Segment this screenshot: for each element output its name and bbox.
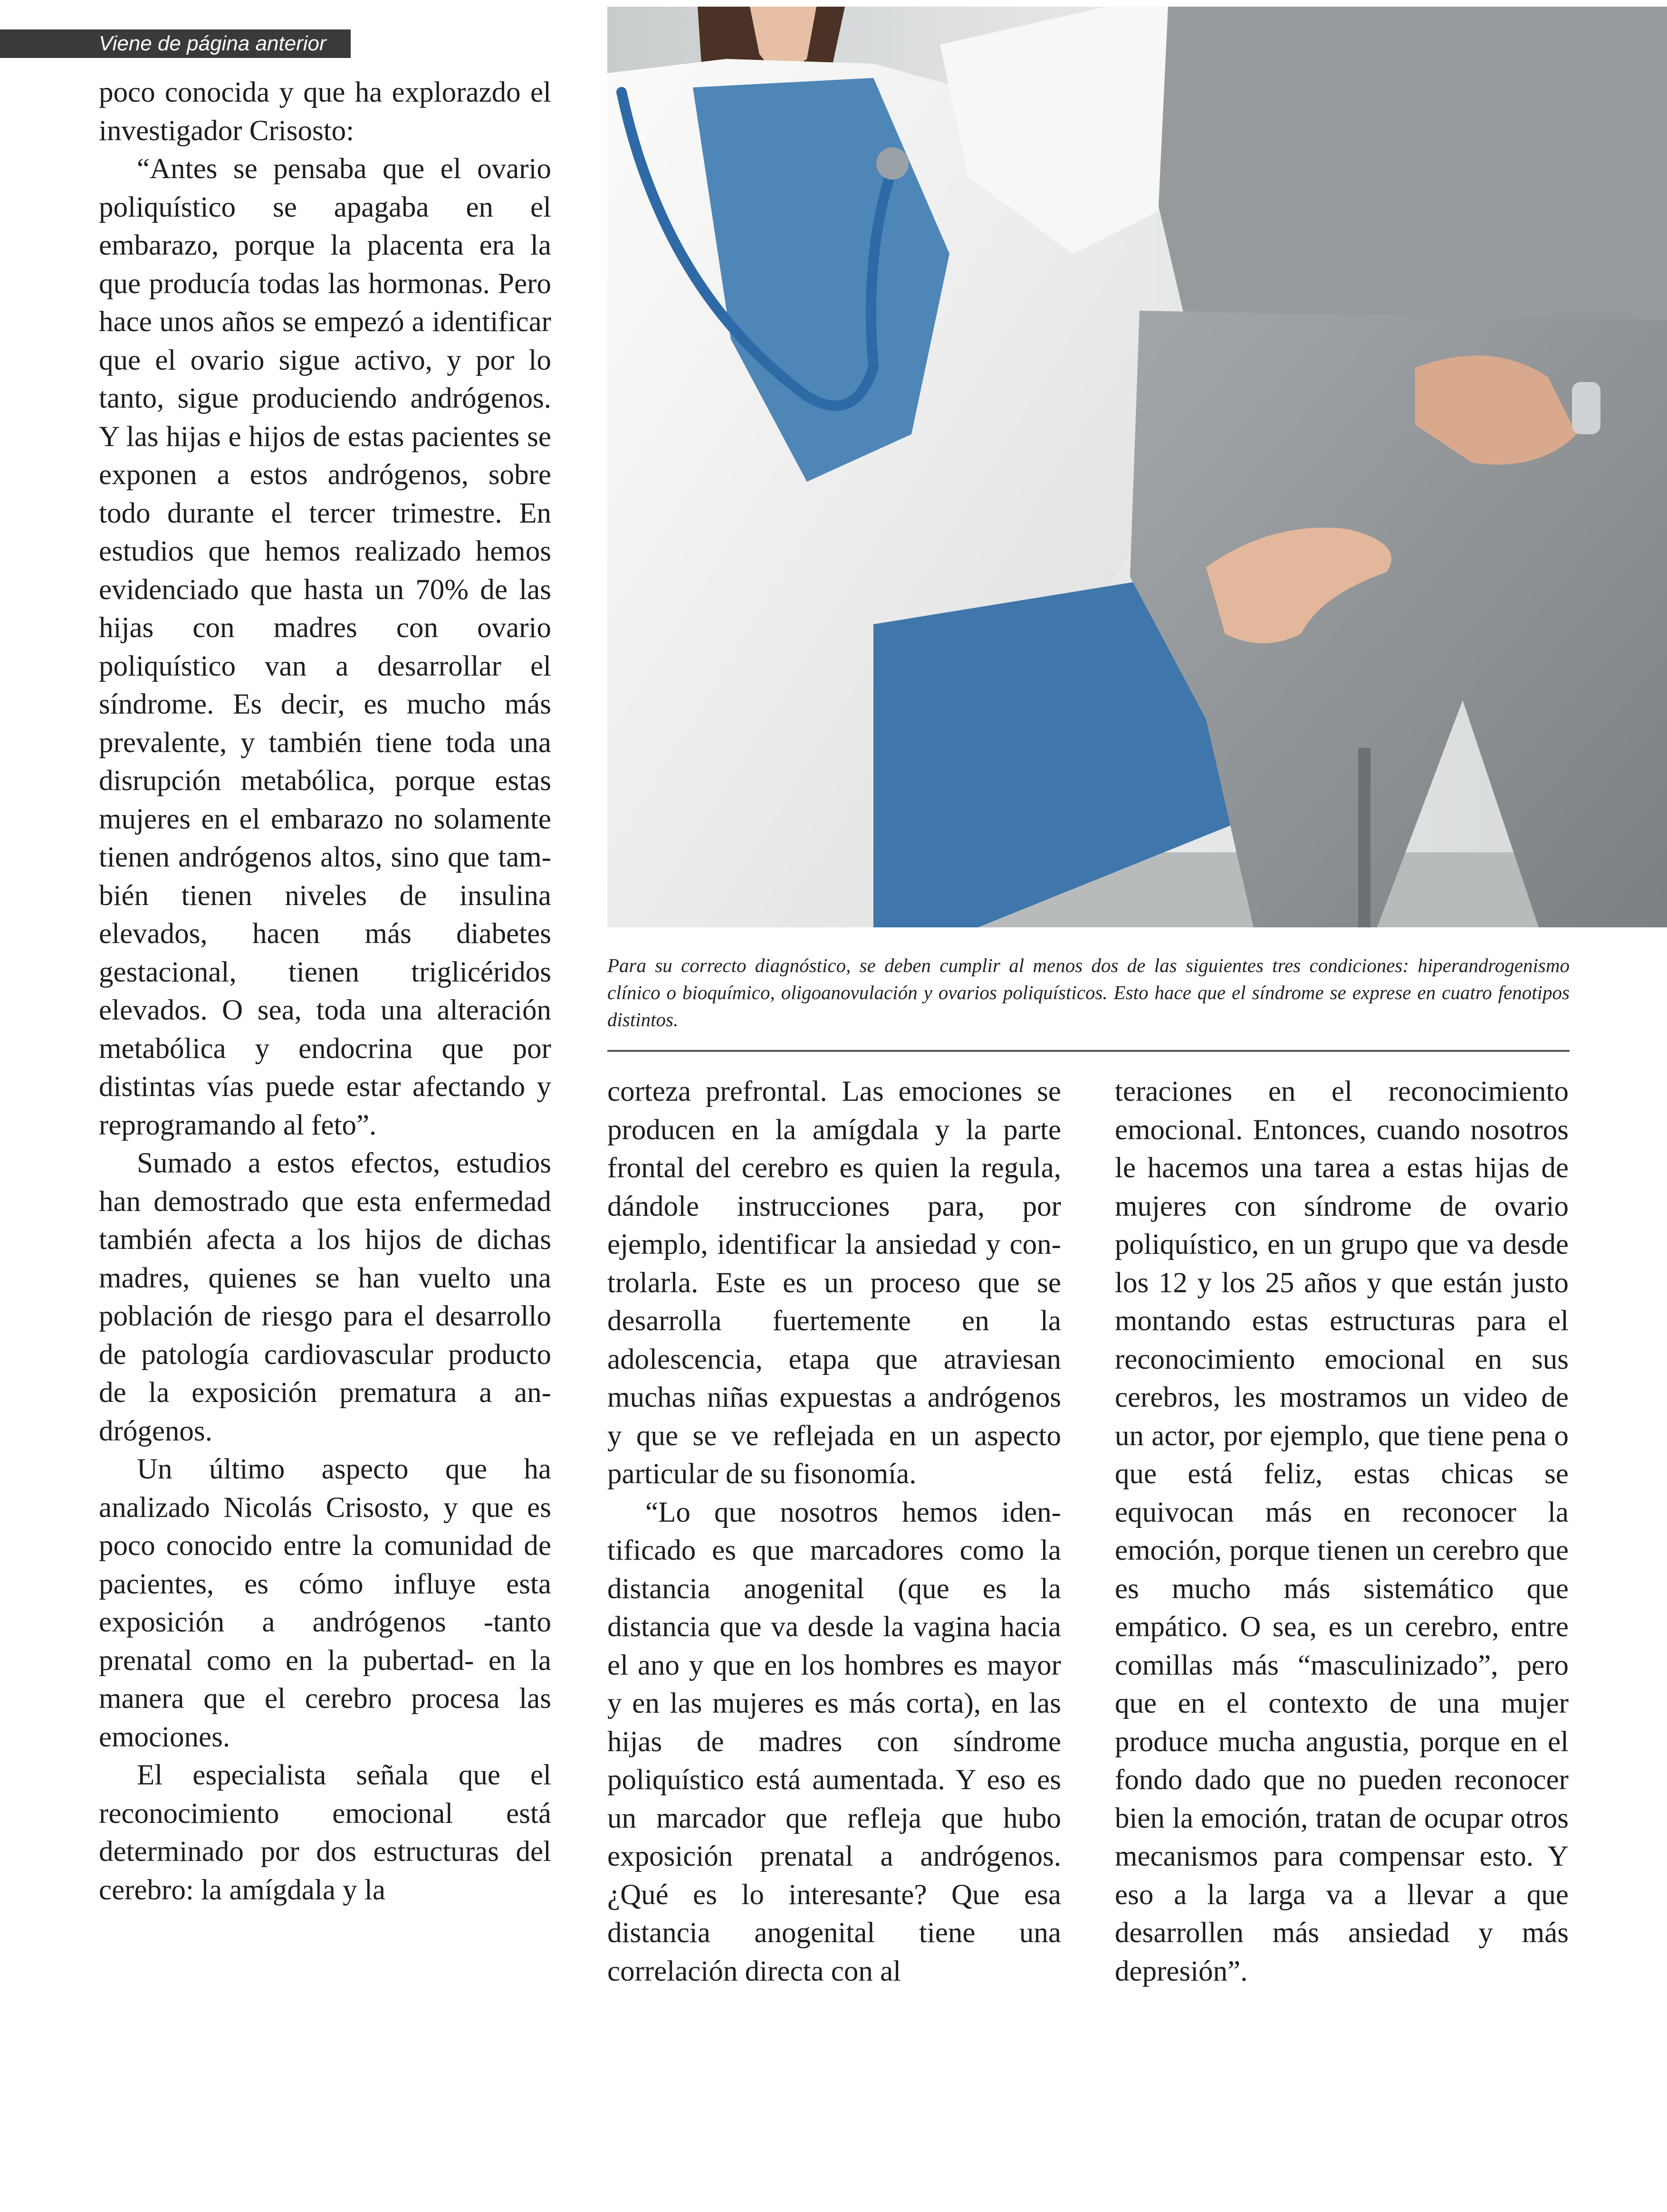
paragraph: Sumado a estos efectos, estudios han demostrado que esta enfermedad también afecta a los hijos de dichas madres, quienes se han vuelto una población de riesgo para el desarrollo de patología cardiovascular producto de la exposición prematura a andrógenos. xyxy=(99,1147,551,1447)
paragraph: El especialista señala que el reconocimiento emocional está determinado por dos estructuras del cerebro: la amígdala y la xyxy=(99,1759,551,1906)
paragraph: poco conocida y que ha explorazdo el investigador Crisosto: xyxy=(99,76,551,147)
paragraph: Un último aspecto que ha analizado Nicolás Crisosto, y que es poco conocido entre la comunidad de pacientes, es cómo influye esta exposición a andrógenos -tanto prenatal como en la pubertad- en la manera que el cerebro procesa las emociones. xyxy=(99,1453,551,1753)
article-column-3 xyxy=(1115,1073,1569,1991)
article-column-1 xyxy=(99,74,551,1909)
photo-caption: Para su correcto diagnóstico, se deben cumplir al menos dos de las siguientes tres condiciones: hiperandrogenismo clínico o bioquímico, oligoanovulación y ovarios poliquísticos. Esto hace que el síndrome se exprese en cuatro fenotipos distintos. xyxy=(607,954,1570,1030)
stethoscope-chestpiece xyxy=(876,147,909,180)
patient-shirt xyxy=(1159,7,1667,349)
patient-watch xyxy=(1572,382,1600,434)
paragraph: “Lo que nosotros hemos identificado es que marcadores como la distancia anogenital (que es la distancia que va desde la vagina hacia el ano y que en los hombres es mayor y en las mujeres es más corta), en las hijas de madres con síndrome poliquístico está aumentada. Y eso es un marcador que refleja que hubo exposición prenatal a andrógenos. ¿Qué es lo interesante? Que esa distancia anogenital tiene una correlación directa con al xyxy=(607,1496,1061,1987)
continued-from-previous-page-tag: Viene de página anterior xyxy=(0,29,351,58)
caption-divider xyxy=(607,1050,1570,1052)
doctor-patient-photo xyxy=(607,7,1667,927)
article-column-2 xyxy=(607,1073,1061,1991)
paragraph: corteza prefrontal. Las emociones se producen en la amígdala y la parte frontal del cerebro es quien la regula, dándole instrucciones para, por ejemplo, identificar la ansiedad y controlarla. Este es un proceso que se desarrolla fuertemente en la adolescencia, etapa que atraviesan muchas niñas expuestas a andrógenos y que se ve reflejada en un aspecto particular de su fisonomía. xyxy=(607,1076,1061,1490)
chair-leg xyxy=(1358,748,1370,927)
paragraph: “Antes se pensaba que el ovario poliquístico se apagaba en el embarazo, porque la placenta era la que producía todas las hormonas. Pero hace unos años se empezó a identificar que el ovario sigue activo, y por lo tanto, sigue produciendo andrógenos. Y las hijas e hijos de estas pacientes se exponen a estos andrógenos, sobre todo durante el tercer trimestre. En estudios que hemos realizado hemos evidenciado que hasta un 70% de las hijas con madres con ovario poliquístico van a desarrollar el síndrome. Es decir, es mucho más prevalente, y también tiene toda una disrupción metabólica, porque estas mujeres en el embarazo no solamente tienen andrógenos altos, sino que también tienen niveles de insulina elevados, hacen más diabetes gestacional, tienen triglicéridos elevados. O sea, toda una alteración metabólica y endocrina que por distintas vías puede estar afectando y reprogramando al feto”. xyxy=(99,153,551,1141)
paragraph: teraciones en el reconocimiento emocional. Entonces, cuando nosotros le hacemos una tarea a estas hijas de mujeres con síndrome de ovario poliquístico, en un grupo que va desde los 12 y los 25 años y que están justo montando estas estructuras para el reconocimiento emocional en sus cerebros, les mostramos un video de un actor, por ejemplo, que tiene pena o que está feliz, estas chicas se equivocan más en reconocer la emoción, porque tienen un cerebro que es mucho más sistemático que empático. O sea, es un cerebro, entre comillas más “masculinizado”, pero que en el contexto de una mujer produce mucha angustia, porque en el fondo dado que no pueden reconocer bien la emoción, tratan de ocupar otros mecanismos para compensar esto. Y eso a la larga va a llevar a que desarrollen más ansiedad y más depresión”. xyxy=(1115,1076,1569,1987)
photo-illustration xyxy=(607,7,1667,927)
